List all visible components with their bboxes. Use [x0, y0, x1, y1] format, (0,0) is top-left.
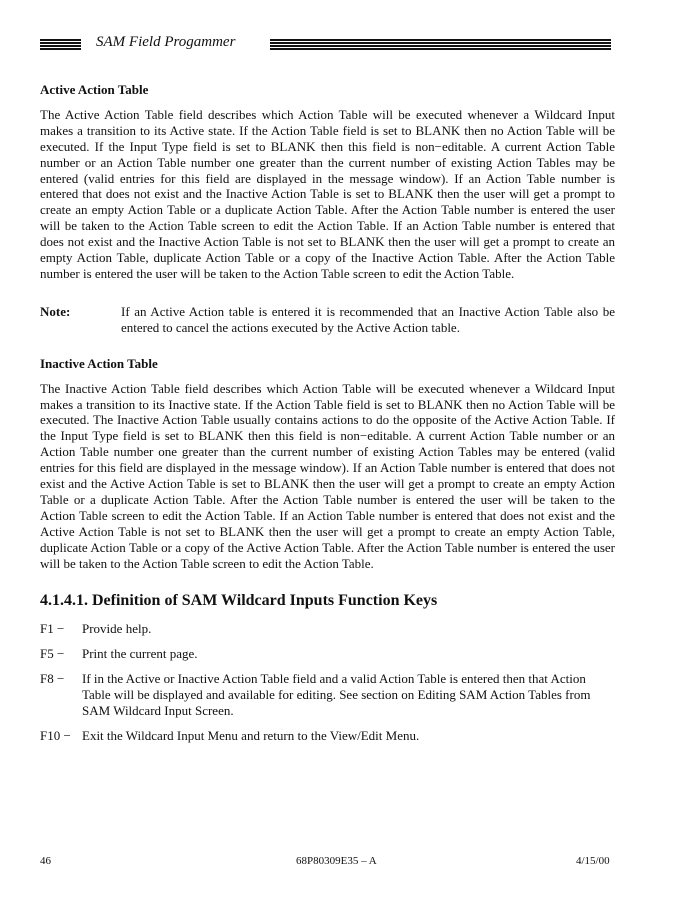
inactive-action-table-heading: Inactive Action Table [40, 355, 158, 371]
function-key-description: Exit the Wildcard Input Menu and return to the View/Edit Menu. [82, 727, 420, 743]
function-key-label: F8 − [40, 671, 65, 687]
function-key-label: F5 − [40, 646, 65, 662]
note-label: Note: [40, 303, 71, 319]
function-key-description: If in the Active or Inactive Action Table field and a valid Action Table is entered then that Action Table will be displayed and available for editing. See section on Editing SAM Action Tables from SAM Wildcard Input Screen. [82, 671, 591, 718]
footer-document-id: 68P80309E35 – A [296, 855, 377, 867]
function-key-list [40, 621, 615, 743]
function-keys-section-heading: 4.1.4.1. Definition of SAM Wildcard Inputs Function Keys [40, 592, 438, 610]
function-key-label: F10 − [40, 727, 71, 743]
function-key-description: Provide help. [82, 621, 152, 637]
inactive-action-table-paragraph: The Inactive Action Table field describes which Action Table will be executed whenever a Wildcard Input makes a transition to its Inactive state. If the Action Table field is set to BLANK then no Action Table will be executed. The Inactive Action Table usually contains actions to do the opposite of the Active Action Table. If the Input Type field is set to BLANK then this field is non−editable. A current Action Table number or an Action Table number one greater than the current number of existing Action Tables may be entered (valid entries for this field are displayed in the message window). If an Action Table number is entered that does not exist and the Active Action Table is set to BLANK then the user will get a prompt to create an empty Action Table or a duplicate Action Table. After the Action Table number is entered the user will be taken to the Action Table screen to edit the Action Table. If an Action Table number is entered that does not exist and the Active Action Table is not set to BLANK then the user will get a prompt to create an empty Action Table, duplicate Action Table or a copy of the Active Action Table. After the Action Table number is entered the user will be taken to the Action Table screen to edit the Action Table. [40, 380, 615, 571]
running-header-title: SAM Field Progammer [96, 34, 236, 50]
header-rule-left [40, 39, 81, 50]
active-action-table-paragraph: The Active Action Table field describes which Action Table will be executed whenever a Wildcard Input makes a transition to its Active state. If the Action Table field is set to BLANK then no Action Table will be executed. If the Input Type field is set to BLANK then this field is non−editable. A current Action Table number or an Action Table number one greater than the current number of existing Action Tables may be entered (valid entries for this field are displayed in the message window). If an Action Table number is entered that does not exist and the Inactive Action Table is set to BLANK then the user will get a prompt to create an empty Action Table or a duplicate Action Table. After the Action Table number is entered the user will be taken to the Action Table screen to edit the Action Table. If an Action Table number is entered that does not exist and the Inactive Action Table is not set to BLANK then the user will get a prompt to create an empty Action Table, duplicate Action Table or a copy of the Inactive Action Table. After the Action Table number is entered the user will be taken to the Action Table screen to edit the Action Table. [40, 106, 615, 281]
function-key-item [40, 671, 615, 719]
function-key-description: Print the current page. [82, 646, 198, 662]
page-content [40, 82, 615, 753]
function-key-item [40, 621, 615, 637]
note-text: If an Active Action table is entered it is recommended that an Inactive Action Table also be entered to cancel the actions executed by the Active Action table. [121, 303, 615, 335]
function-key-item [40, 646, 615, 662]
footer-date: 4/15/00 [576, 855, 610, 867]
function-key-item [40, 728, 615, 744]
footer-page-number: 46 [40, 855, 51, 867]
note-block [40, 304, 615, 336]
active-action-table-heading: Active Action Table [40, 82, 149, 97]
function-key-label: F1 − [40, 621, 65, 637]
header-rule-right [270, 39, 611, 50]
